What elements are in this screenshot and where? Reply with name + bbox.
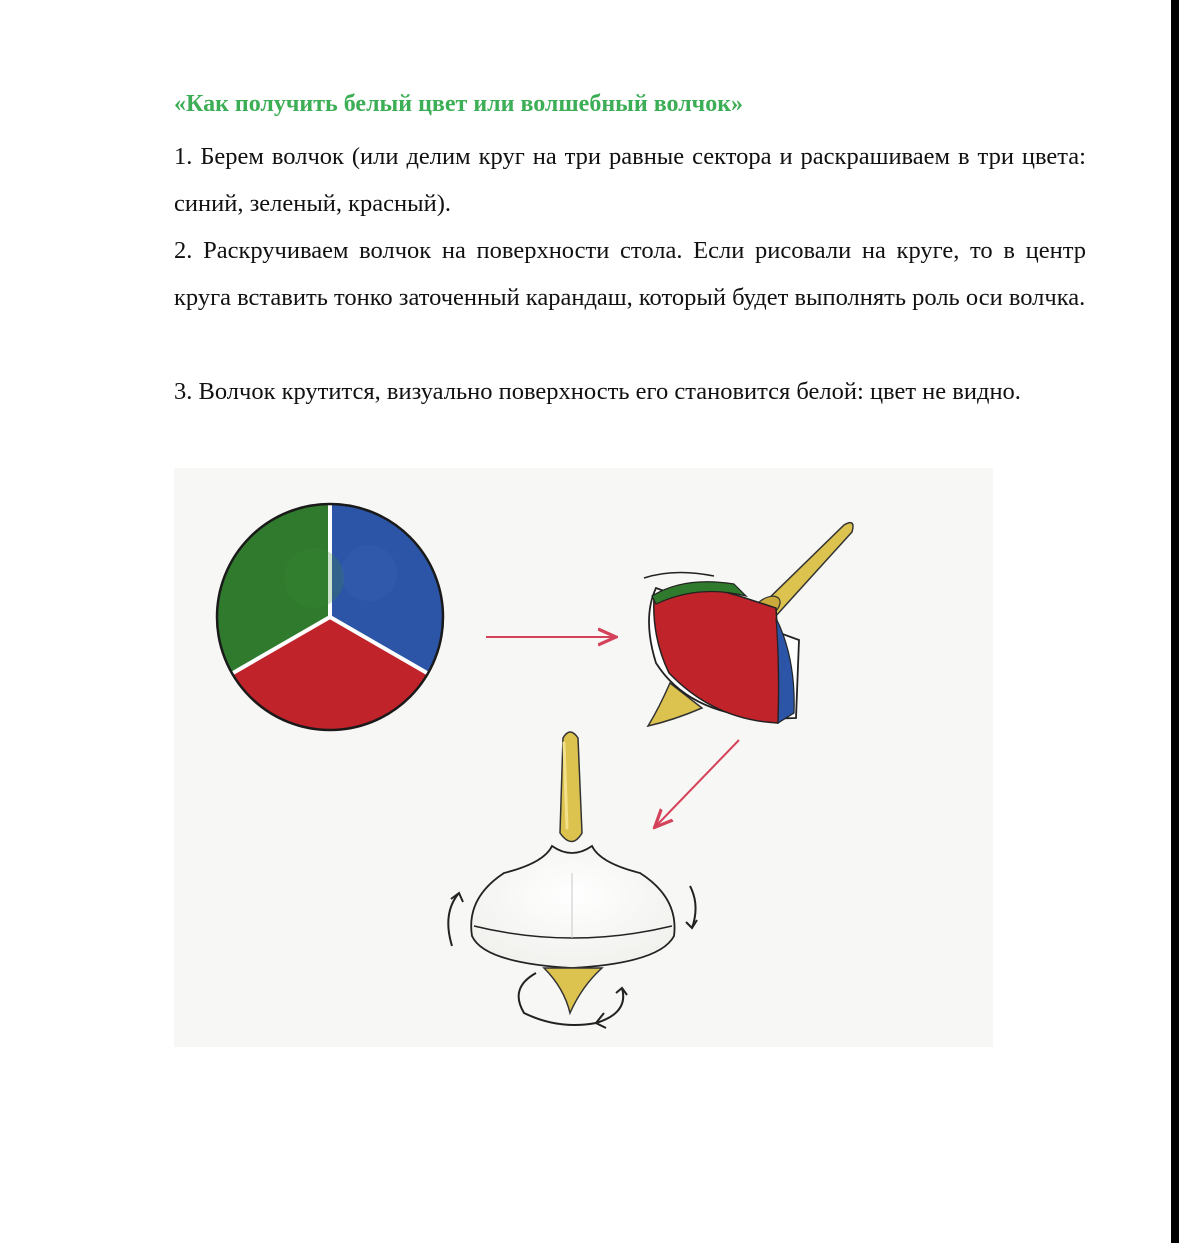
- step-3-paragraph: 3. Волчок крутится, визуально поверхность его становится белой: цвет не видно.: [174, 378, 1021, 405]
- white-top-icon: [471, 732, 674, 1013]
- spinning-top-illustration: [174, 468, 993, 1047]
- screen-edge: [1171, 0, 1179, 1243]
- tilted-top-icon: [644, 523, 853, 726]
- color-wheel-icon: [217, 504, 443, 730]
- step-1-paragraph: 1. Берем волчок (или делим круг на три равные сектора и раскрашиваем в три цвета: синий, зеленый, красный).: [174, 143, 1086, 217]
- step-2-paragraph: 2. Раскручиваем волчок на поверхности стола. Если рисовали на круге, то в центр круга вставить тонко заточенный карандаш, который будет выполнять роль оси волчка.: [174, 237, 1086, 311]
- arrow-down-left-icon: [656, 740, 739, 826]
- document-title: «Как получить белый цвет или волшебный волчок»: [174, 91, 744, 117]
